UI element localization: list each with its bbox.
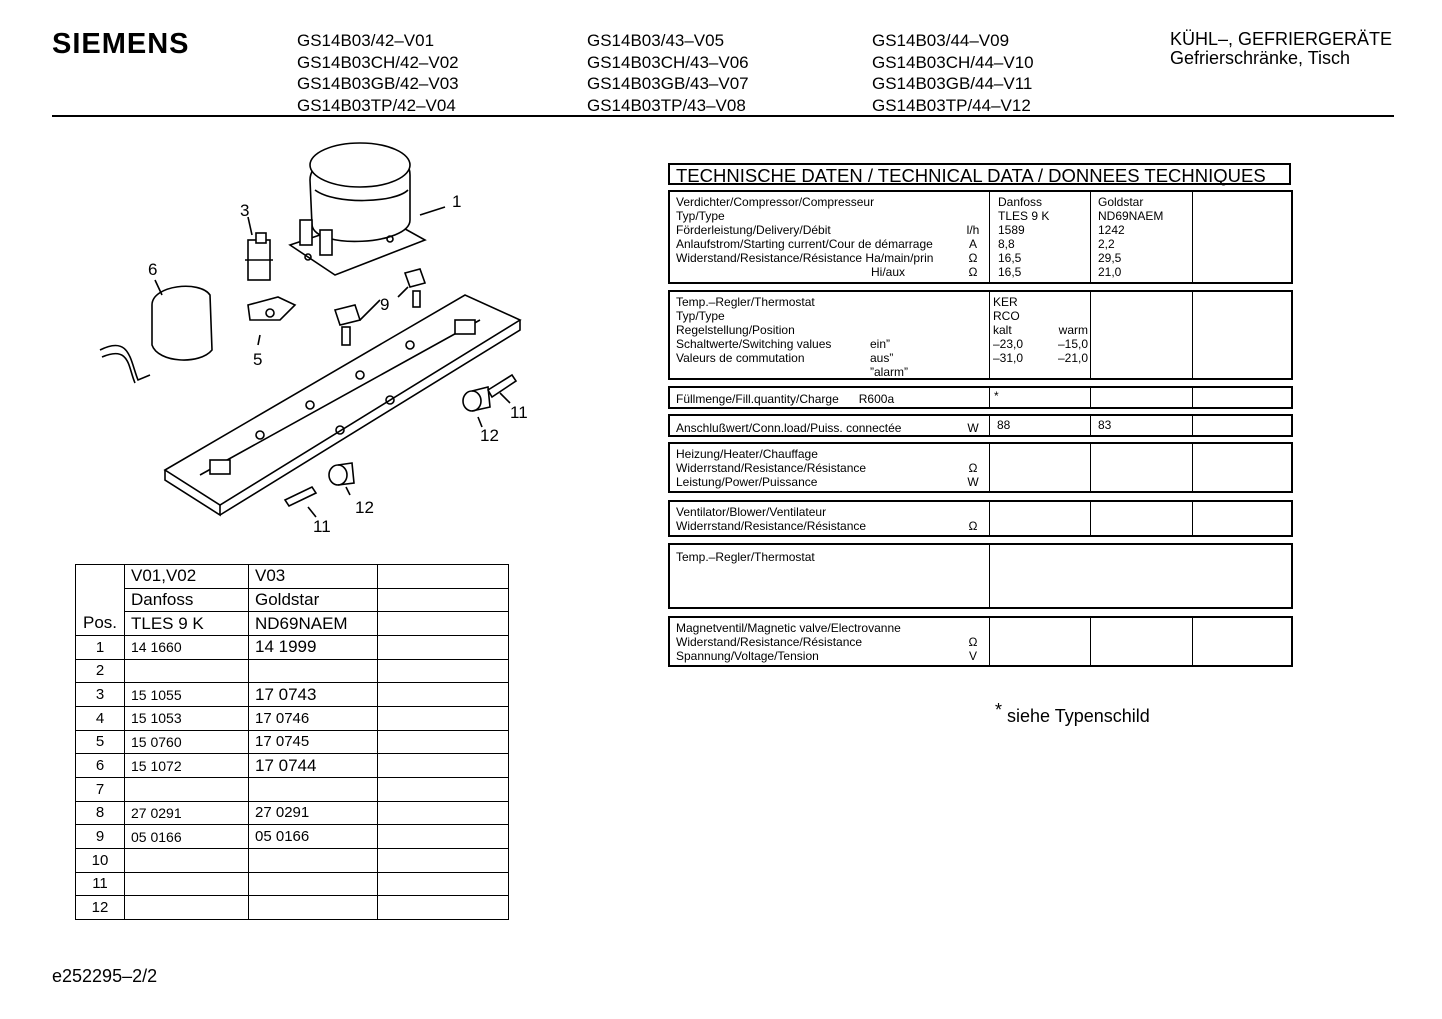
row-label: Leistung/Power/Puissance bbox=[676, 475, 818, 489]
row-label: Typ/Type bbox=[676, 209, 725, 223]
asterisk: * bbox=[995, 700, 1003, 720]
table-row bbox=[76, 848, 509, 872]
value-column bbox=[1192, 388, 1294, 407]
category-subtitle: Gefrierschränke, Tisch bbox=[1170, 48, 1351, 68]
value: 2,2 bbox=[1098, 237, 1115, 251]
part-number-cell: 27 0291 bbox=[249, 801, 378, 825]
row-label: Magnetventil/Magnetic valve/Electrovanne bbox=[676, 621, 901, 635]
table-row bbox=[76, 825, 509, 849]
table-row bbox=[76, 896, 509, 920]
model-item: GS14B03TP/42–V04 bbox=[297, 95, 456, 115]
row-label: Anschlußwert/Conn.load/Puiss. connectée bbox=[676, 421, 902, 435]
model-list-42 bbox=[297, 30, 459, 116]
part-number-cell: 17 0745 bbox=[249, 730, 378, 754]
value: –15,0 bbox=[1057, 337, 1088, 351]
unit: Ω bbox=[968, 519, 978, 533]
model-item: GS14B03/44–V09 bbox=[872, 31, 1010, 50]
callout-label: 9 bbox=[380, 295, 390, 314]
pos-cell: 12 bbox=[76, 896, 125, 920]
unit bbox=[966, 209, 980, 223]
unit: Ω bbox=[968, 461, 978, 475]
ein-row bbox=[993, 337, 1088, 351]
aus-row bbox=[993, 351, 1088, 365]
empty-cell bbox=[378, 896, 509, 920]
empty-cell bbox=[378, 659, 509, 683]
row-label: Widerrstand/Resistance/Résistance bbox=[676, 461, 867, 475]
tech-data-title: TECHNISCHE DATEN / TECHNICAL DATA / DONNEES TECHNIQUES bbox=[668, 163, 1291, 185]
unit: Ω bbox=[968, 265, 978, 279]
part-number-cell bbox=[125, 896, 249, 920]
header-cell: Goldstar bbox=[249, 588, 378, 612]
model-item: GS14B03GB/43–V07 bbox=[587, 74, 749, 93]
values bbox=[1098, 195, 1163, 279]
relay-icon bbox=[245, 233, 273, 280]
callout-label: 5 bbox=[253, 350, 263, 369]
value: warm bbox=[1058, 323, 1088, 337]
table-row bbox=[76, 683, 509, 707]
switch-word: ”alarm” bbox=[870, 365, 908, 379]
values bbox=[998, 195, 1049, 279]
value-column bbox=[1192, 416, 1294, 435]
model-list-43 bbox=[587, 30, 749, 116]
table-row bbox=[76, 777, 509, 801]
header-cell bbox=[378, 612, 509, 636]
value: 21,0 bbox=[1098, 265, 1122, 279]
terminal-cover-icon bbox=[100, 286, 212, 383]
unit: W bbox=[967, 475, 979, 489]
value: ND69NAEM bbox=[1098, 209, 1164, 223]
part-number-cell: 17 0743 bbox=[249, 683, 378, 707]
pos-cell: 6 bbox=[76, 754, 125, 778]
unit: Ω bbox=[968, 635, 978, 649]
value-column bbox=[1192, 444, 1294, 491]
fill-block bbox=[668, 386, 1293, 409]
table-row bbox=[76, 801, 509, 825]
value-column bbox=[989, 192, 1091, 282]
value-column bbox=[1192, 618, 1294, 665]
model-item: GS14B03CH/43–V06 bbox=[587, 52, 749, 72]
value-column bbox=[989, 292, 1091, 378]
header-cell: Danfoss bbox=[125, 588, 249, 612]
pos-cell: 7 bbox=[76, 777, 125, 801]
callout-label: 11 bbox=[313, 517, 331, 536]
part-number-cell bbox=[125, 848, 249, 872]
valve-units bbox=[966, 621, 980, 663]
value: –21,0 bbox=[1057, 351, 1088, 365]
part-number-cell: 05 0166 bbox=[249, 825, 378, 849]
value: 1589 bbox=[998, 223, 1025, 237]
value: Danfoss bbox=[998, 195, 1043, 209]
pos-cell: 11 bbox=[76, 872, 125, 896]
value-column bbox=[989, 545, 1294, 607]
part-number-cell bbox=[125, 777, 249, 801]
value: –31,0 bbox=[993, 351, 1024, 365]
table-row bbox=[76, 730, 509, 754]
callout-label: 11 bbox=[510, 403, 528, 422]
exploded-parts-diagram bbox=[80, 135, 550, 545]
empty-cell bbox=[378, 872, 509, 896]
model-item: GS14B03TP/44–V12 bbox=[872, 95, 1031, 115]
part-number-cell: 15 1055 bbox=[125, 683, 249, 707]
compressor-units bbox=[966, 195, 980, 279]
pos-cell: 9 bbox=[76, 825, 125, 849]
table-row bbox=[76, 659, 509, 683]
footnote-text: siehe Typenschild bbox=[1007, 706, 1150, 726]
model-item: GS14B03/43–V05 bbox=[587, 31, 725, 50]
part-number-cell bbox=[125, 659, 249, 683]
unit bbox=[966, 195, 980, 209]
pos-cell: 1 bbox=[76, 635, 125, 659]
value-column bbox=[1090, 444, 1193, 491]
value: RCO bbox=[993, 309, 1020, 323]
callout-label: 12 bbox=[355, 498, 374, 517]
empty-cell bbox=[378, 848, 509, 872]
value: * bbox=[994, 389, 999, 403]
kalt-warm-row bbox=[993, 323, 1088, 337]
value-column bbox=[1090, 292, 1193, 378]
part-number-cell bbox=[249, 777, 378, 801]
model-item: GS14B03TP/43–V08 bbox=[587, 95, 746, 115]
header-cell: ND69NAEM bbox=[249, 612, 378, 636]
parts-table bbox=[75, 564, 509, 920]
pos-cell: 8 bbox=[76, 801, 125, 825]
blower-block bbox=[668, 500, 1293, 537]
row-label: Widerrstand/Resistance/Résistance bbox=[676, 519, 867, 533]
part-number-cell: 14 1999 bbox=[249, 635, 378, 659]
thermostat2-block bbox=[668, 543, 1293, 609]
value-column bbox=[1090, 192, 1193, 282]
row-label: Widerstand/Resistance/Résistance bbox=[676, 635, 863, 649]
header-cell: TLES 9 K bbox=[125, 612, 249, 636]
empty-cell bbox=[378, 825, 509, 849]
unit: Ω bbox=[968, 251, 978, 265]
row-label: Typ/Type bbox=[676, 309, 725, 323]
heater-units bbox=[966, 447, 980, 489]
value-column bbox=[989, 618, 1091, 665]
unit bbox=[966, 621, 980, 635]
unit: V bbox=[968, 649, 977, 663]
value-column bbox=[989, 502, 1091, 535]
brand-logo: SIEMENS bbox=[52, 28, 190, 60]
empty-cell bbox=[378, 706, 509, 730]
blower-units bbox=[966, 505, 980, 533]
value: –23,0 bbox=[993, 337, 1024, 351]
unit: W bbox=[967, 421, 979, 435]
table-row bbox=[76, 754, 509, 778]
value: 88 bbox=[997, 418, 1011, 432]
category bbox=[1170, 30, 1392, 68]
value: 83 bbox=[1098, 418, 1112, 432]
part-number-cell bbox=[249, 872, 378, 896]
header-cell: V01,V02 bbox=[125, 565, 249, 589]
value: 1242 bbox=[1098, 223, 1125, 237]
row-label: Widerstand/Resistance/Résistance Ha/main/prin bbox=[676, 251, 934, 265]
row-label: Anlaufstrom/Starting current/Cour de démarrage bbox=[676, 237, 933, 251]
empty-cell bbox=[378, 683, 509, 707]
value-column bbox=[1192, 192, 1294, 282]
model-item: GS14B03CH/42–V02 bbox=[297, 52, 459, 72]
refrigerant: R600a bbox=[858, 392, 895, 406]
header-divider bbox=[52, 115, 1394, 117]
load-block bbox=[668, 414, 1293, 437]
value: 29,5 bbox=[1098, 251, 1122, 265]
value-column bbox=[1090, 388, 1193, 407]
row-label: Temp.–Regler/Thermostat bbox=[676, 295, 815, 309]
part-number-cell: 17 0744 bbox=[249, 754, 378, 778]
values bbox=[993, 295, 1088, 365]
empty-cell bbox=[378, 777, 509, 801]
value: 8,8 bbox=[998, 237, 1015, 251]
row-label: Spannung/Voltage/Tension bbox=[676, 649, 819, 663]
pos-cell: 5 bbox=[76, 730, 125, 754]
unit bbox=[966, 505, 980, 519]
part-number-cell bbox=[249, 659, 378, 683]
value-column bbox=[989, 444, 1091, 491]
header-row bbox=[76, 612, 509, 636]
switch-word: ein” bbox=[870, 337, 891, 351]
value: 16,5 bbox=[998, 265, 1022, 279]
valve-block bbox=[668, 616, 1293, 667]
empty-cell bbox=[378, 801, 509, 825]
empty-cell bbox=[378, 635, 509, 659]
part-number-cell: 05 0166 bbox=[125, 825, 249, 849]
part-number-cell bbox=[249, 848, 378, 872]
model-item: GS14B03CH/44–V10 bbox=[872, 52, 1034, 72]
header-cell bbox=[378, 565, 509, 589]
pos-cell: 2 bbox=[76, 659, 125, 683]
value: kalt bbox=[993, 323, 1012, 337]
table-row bbox=[76, 872, 509, 896]
header-cell: V03 bbox=[249, 565, 378, 589]
pos-cell: 4 bbox=[76, 706, 125, 730]
empty-cell bbox=[378, 730, 509, 754]
value-column bbox=[1090, 618, 1193, 665]
header-row bbox=[76, 588, 509, 612]
row-label: Valeurs de commutation bbox=[676, 351, 805, 365]
valve-labels bbox=[676, 621, 901, 663]
value: Goldstar bbox=[1098, 195, 1144, 209]
part-number-cell bbox=[249, 896, 378, 920]
value-column bbox=[1090, 416, 1193, 435]
model-list-44 bbox=[872, 30, 1034, 116]
model-item: GS14B03/42–V01 bbox=[297, 31, 435, 50]
part-number-cell: 15 0760 bbox=[125, 730, 249, 754]
row-label: Temp.–Regler/Thermostat bbox=[676, 550, 815, 564]
value: 16,5 bbox=[998, 251, 1022, 265]
unit: A bbox=[968, 237, 977, 251]
table-row bbox=[76, 706, 509, 730]
part-number-cell: 14 1660 bbox=[125, 635, 249, 659]
value-column bbox=[1090, 502, 1193, 535]
unit bbox=[966, 447, 980, 461]
table-row bbox=[76, 635, 509, 659]
value-column bbox=[1192, 292, 1294, 378]
header-cell bbox=[378, 588, 509, 612]
row-label: Heizung/Heater/Chauffage bbox=[676, 447, 818, 461]
callout-label: 3 bbox=[240, 201, 250, 220]
row-label: Füllmenge/Fill.quantity/Charge R600a bbox=[676, 392, 895, 406]
value-column bbox=[1192, 502, 1294, 535]
header-row bbox=[76, 565, 509, 589]
callout-label: 1 bbox=[452, 192, 462, 211]
model-item: GS14B03GB/44–V11 bbox=[872, 74, 1033, 93]
compressor-block bbox=[668, 190, 1293, 284]
document-id: e252295–2/2 bbox=[52, 966, 158, 986]
part-number-cell: 15 1053 bbox=[125, 706, 249, 730]
part-number-cell bbox=[125, 872, 249, 896]
switch-words bbox=[870, 337, 908, 379]
model-item: GS14B03GB/42–V03 bbox=[297, 74, 459, 93]
row-label: Schaltwerte/Switching values bbox=[676, 337, 832, 351]
value-column bbox=[989, 388, 1091, 407]
blower-labels bbox=[676, 505, 866, 533]
footnote bbox=[995, 700, 1150, 727]
unit: l/h bbox=[966, 223, 980, 237]
pos-cell: 3 bbox=[76, 683, 125, 707]
value: TLES 9 K bbox=[998, 209, 1050, 223]
pos-header: Pos. bbox=[76, 565, 125, 636]
thermostat-block bbox=[668, 290, 1293, 380]
overload-protector-icon bbox=[248, 297, 295, 320]
part-number-cell: 15 1072 bbox=[125, 754, 249, 778]
thermostat-labels bbox=[676, 295, 831, 365]
callout-label: 12 bbox=[480, 426, 499, 445]
heater-block bbox=[668, 442, 1293, 493]
part-number-cell: 27 0291 bbox=[125, 801, 249, 825]
pos-cell: 10 bbox=[76, 848, 125, 872]
value-column bbox=[989, 416, 1091, 435]
value: KER bbox=[993, 295, 1018, 309]
row-label: Verdichter/Compressor/Compresseur bbox=[676, 195, 875, 209]
part-number-cell: 17 0746 bbox=[249, 706, 378, 730]
heater-labels bbox=[676, 447, 866, 489]
compressor-labels bbox=[676, 195, 933, 279]
row-label: Regelstellung/Position bbox=[676, 323, 795, 337]
switch-word: aus” bbox=[870, 351, 894, 365]
row-label: Ventilator/Blower/Ventilateur bbox=[676, 505, 827, 519]
row-label: Förderleistung/Delivery/Débit bbox=[676, 223, 831, 237]
row-label: Hi/aux bbox=[871, 265, 906, 279]
callout-label: 6 bbox=[148, 260, 158, 279]
category-title: KÜHL–, GEFRIERGERÄTE bbox=[1170, 29, 1393, 49]
compressor-icon bbox=[290, 143, 425, 275]
empty-cell bbox=[378, 754, 509, 778]
